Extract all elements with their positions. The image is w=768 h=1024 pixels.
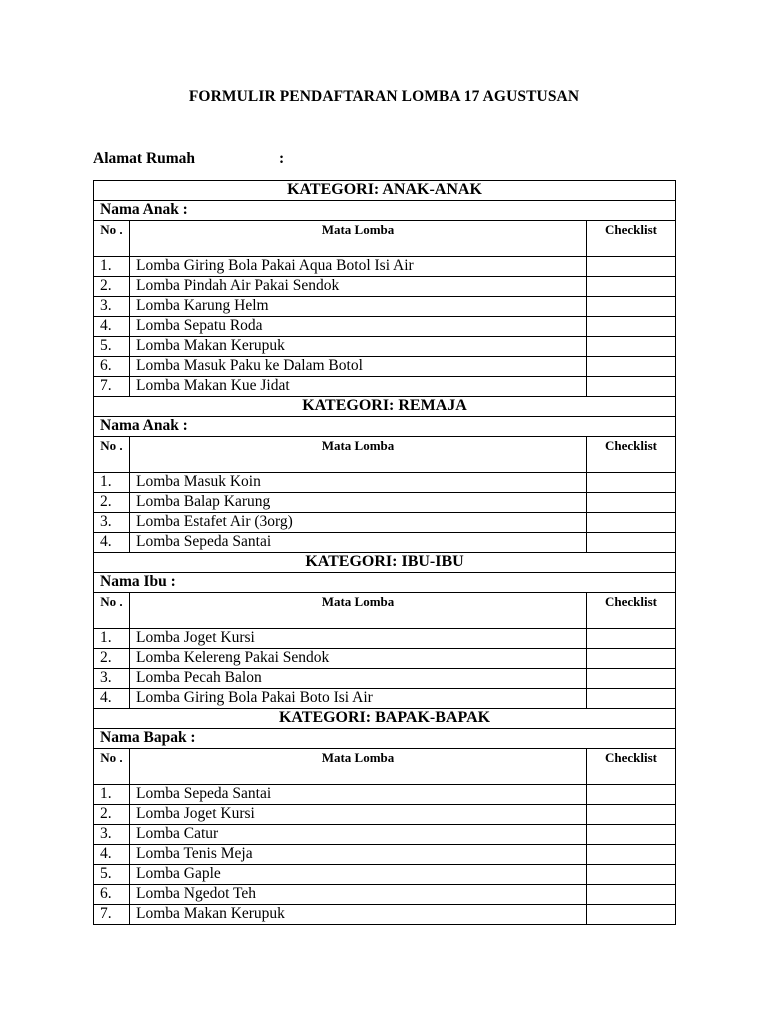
column-header-checklist: Checklist: [587, 593, 676, 629]
name-row: [94, 729, 676, 749]
checklist-cell[interactable]: [587, 669, 676, 689]
item-name: Lomba Tenis Meja: [130, 845, 587, 865]
table-row: [94, 317, 676, 337]
checklist-cell[interactable]: [587, 513, 676, 533]
checklist-cell[interactable]: [587, 533, 676, 553]
table-row: [94, 825, 676, 845]
registration-table: [93, 180, 676, 925]
table-row: [94, 257, 676, 277]
checklist-cell[interactable]: [587, 885, 676, 905]
item-number: 2.: [94, 649, 130, 669]
column-header-no: No .: [94, 437, 130, 473]
item-number: 1.: [94, 257, 130, 277]
checklist-cell[interactable]: [587, 865, 676, 885]
column-header-no: No .: [94, 749, 130, 785]
column-header-checklist: Checklist: [587, 749, 676, 785]
item-name: Lomba Ngedot Teh: [130, 885, 587, 905]
checklist-cell[interactable]: [587, 337, 676, 357]
item-name: Lomba Sepeda Santai: [130, 533, 587, 553]
category-title-row: [94, 397, 676, 417]
table-row: [94, 533, 676, 553]
item-number: 4.: [94, 689, 130, 709]
checklist-cell[interactable]: [587, 649, 676, 669]
category-title-row: [94, 709, 676, 729]
table-row: [94, 357, 676, 377]
item-number: 1.: [94, 473, 130, 493]
item-number: 3.: [94, 669, 130, 689]
checklist-cell[interactable]: [587, 629, 676, 649]
registration-table-body: [94, 181, 676, 925]
name-label: Nama Anak :: [94, 417, 676, 437]
item-name: Lomba Joget Kursi: [130, 805, 587, 825]
item-name: Lomba Sepatu Roda: [130, 317, 587, 337]
table-row: [94, 297, 676, 317]
name-label: Nama Ibu :: [94, 573, 676, 593]
column-header-mata-lomba: Mata Lomba: [130, 749, 587, 785]
checklist-cell[interactable]: [587, 357, 676, 377]
item-number: 4.: [94, 533, 130, 553]
name-label: Nama Anak :: [94, 201, 676, 221]
category-title: KATEGORI: IBU-IBU: [94, 553, 676, 573]
item-number: 2.: [94, 805, 130, 825]
checklist-cell[interactable]: [587, 473, 676, 493]
table-row: [94, 649, 676, 669]
column-header-row: [94, 221, 676, 257]
item-name: Lomba Giring Bola Pakai Boto Isi Air: [130, 689, 587, 709]
name-label: Nama Bapak :: [94, 729, 676, 749]
item-number: 2.: [94, 493, 130, 513]
item-number: 3.: [94, 297, 130, 317]
table-row: [94, 785, 676, 805]
alamat-colon: :: [279, 150, 285, 167]
item-name: Lomba Pecah Balon: [130, 669, 587, 689]
table-row: [94, 669, 676, 689]
table-row: [94, 689, 676, 709]
column-header-row: [94, 749, 676, 785]
table-row: [94, 629, 676, 649]
table-row: [94, 337, 676, 357]
item-number: 6.: [94, 357, 130, 377]
table-row: [94, 885, 676, 905]
checklist-cell[interactable]: [587, 257, 676, 277]
checklist-cell[interactable]: [587, 689, 676, 709]
item-name: Lomba Masuk Koin: [130, 473, 587, 493]
item-number: 5.: [94, 337, 130, 357]
item-number: 4.: [94, 317, 130, 337]
column-header-no: No .: [94, 221, 130, 257]
category-title: KATEGORI: REMAJA: [94, 397, 676, 417]
item-number: 1.: [94, 785, 130, 805]
category-title-row: [94, 181, 676, 201]
item-name: Lomba Balap Karung: [130, 493, 587, 513]
form-title: FORMULIR PENDAFTARAN LOMBA 17 AGUSTUSAN: [188, 88, 580, 105]
item-name: Lomba Makan Kerupuk: [130, 337, 587, 357]
table-row: [94, 905, 676, 925]
table-row: [94, 493, 676, 513]
category-title: KATEGORI: BAPAK-BAPAK: [94, 709, 676, 729]
table-row: [94, 277, 676, 297]
checklist-cell[interactable]: [587, 493, 676, 513]
category-title: KATEGORI: ANAK-ANAK: [94, 181, 676, 201]
checklist-cell[interactable]: [587, 377, 676, 397]
column-header-checklist: Checklist: [587, 437, 676, 473]
name-row: [94, 573, 676, 593]
item-name: Lomba Giring Bola Pakai Aqua Botol Isi Air: [130, 257, 587, 277]
checklist-cell[interactable]: [587, 825, 676, 845]
table-row: [94, 845, 676, 865]
item-name: Lomba Masuk Paku ke Dalam Botol: [130, 357, 587, 377]
table-row: [94, 865, 676, 885]
checklist-cell[interactable]: [587, 805, 676, 825]
column-header-mata-lomba: Mata Lomba: [130, 437, 587, 473]
column-header-row: [94, 437, 676, 473]
checklist-cell[interactable]: [587, 785, 676, 805]
checklist-cell[interactable]: [587, 845, 676, 865]
item-number: 2.: [94, 277, 130, 297]
name-row: [94, 417, 676, 437]
item-number: 7.: [94, 377, 130, 397]
column-header-row: [94, 593, 676, 629]
item-number: 5.: [94, 865, 130, 885]
category-title-row: [94, 553, 676, 573]
table-row: [94, 473, 676, 493]
item-number: 3.: [94, 513, 130, 533]
item-name: Lomba Karung Helm: [130, 297, 587, 317]
name-row: [94, 201, 676, 221]
item-name: Lomba Gaple: [130, 865, 587, 885]
item-number: 3.: [94, 825, 130, 845]
item-name: Lomba Makan Kerupuk: [130, 905, 587, 925]
item-name: Lomba Pindah Air Pakai Sendok: [130, 277, 587, 297]
table-row: [94, 377, 676, 397]
table-row: [94, 513, 676, 533]
item-number: 6.: [94, 885, 130, 905]
checklist-cell[interactable]: [587, 905, 676, 925]
item-name: Lomba Makan Kue Jidat: [130, 377, 587, 397]
column-header-no: No .: [94, 593, 130, 629]
item-name: Lomba Sepeda Santai: [130, 785, 587, 805]
item-number: 4.: [94, 845, 130, 865]
alamat-label: Alamat Rumah: [93, 150, 196, 167]
checklist-cell[interactable]: [587, 277, 676, 297]
item-name: Lomba Joget Kursi: [130, 629, 587, 649]
column-header-checklist: Checklist: [587, 221, 676, 257]
column-header-mata-lomba: Mata Lomba: [130, 593, 587, 629]
table-row: [94, 805, 676, 825]
item-name: Lomba Catur: [130, 825, 587, 845]
checklist-cell[interactable]: [587, 297, 676, 317]
item-number: 1.: [94, 629, 130, 649]
item-name: Lomba Kelereng Pakai Sendok: [130, 649, 587, 669]
checklist-cell[interactable]: [587, 317, 676, 337]
item-number: 7.: [94, 905, 130, 925]
item-name: Lomba Estafet Air (3org): [130, 513, 587, 533]
column-header-mata-lomba: Mata Lomba: [130, 221, 587, 257]
